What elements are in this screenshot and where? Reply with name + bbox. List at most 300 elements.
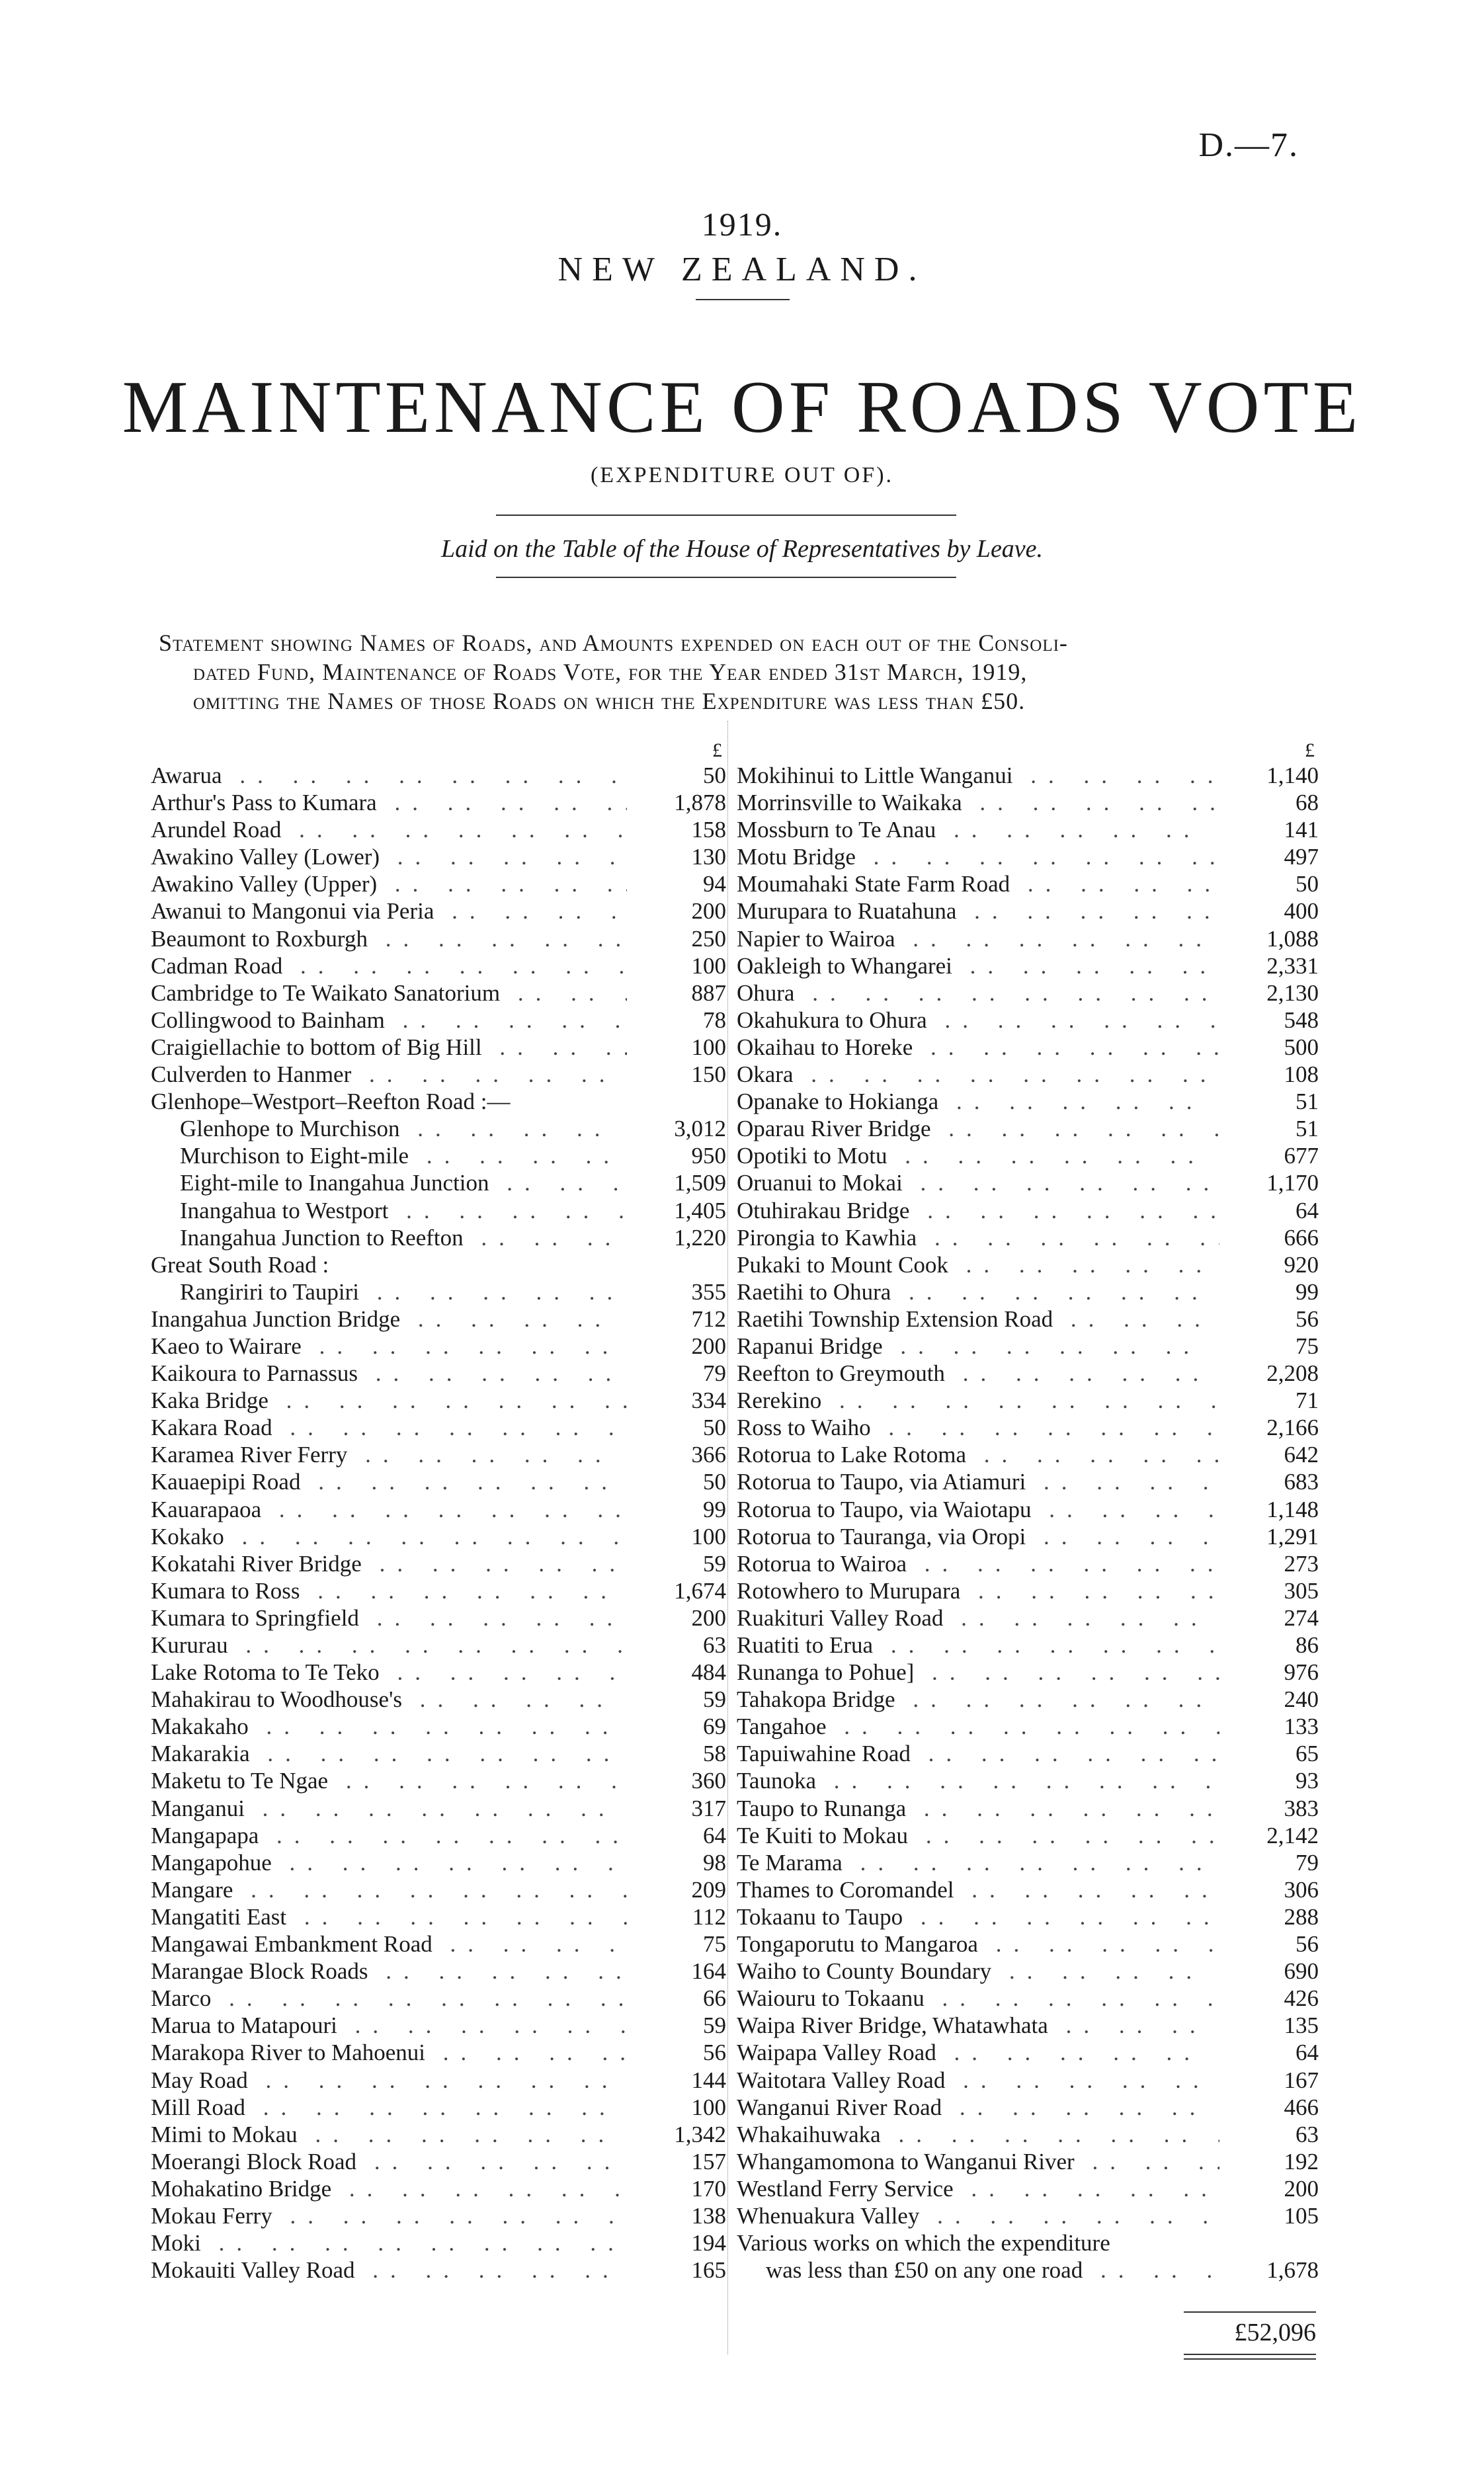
road-name: Various works on which the expenditure bbox=[737, 2230, 1110, 2256]
amount: 466 bbox=[1284, 2094, 1319, 2120]
road-name: Karamea River Ferry .. .. bbox=[151, 1441, 627, 1468]
road-name: Ruakituri Valley Road .. .. bbox=[737, 1604, 1219, 1632]
document-country: NEW ZEALAND. bbox=[557, 251, 927, 288]
road-name: Rotorua to Wairoa .. .. bbox=[737, 1550, 1219, 1577]
table-row bbox=[151, 762, 726, 789]
road-name: Inangahua Junction to Reefton .. .. bbox=[151, 1224, 627, 1251]
table-row bbox=[151, 1142, 726, 1169]
amount: 56 bbox=[1296, 1931, 1319, 1958]
road-name: Mangatiti East .. .. bbox=[151, 1903, 627, 1930]
statement-line: dated Fund, Maintenance of Roads Vote, for the Year ended 31st March, 1919, bbox=[193, 659, 1028, 685]
table-row bbox=[151, 1930, 726, 1958]
table-row bbox=[151, 1169, 726, 1196]
amount: 141 bbox=[1284, 817, 1319, 843]
table-row bbox=[151, 2202, 726, 2229]
road-name: was less than £50 on any one road .. .. bbox=[737, 2256, 1219, 2284]
table-row bbox=[737, 1740, 1319, 1767]
table-row bbox=[737, 762, 1319, 789]
road-name: Whakaihuwaka .. .. bbox=[737, 2121, 1219, 2148]
road-name: Te Marama .. .. bbox=[737, 1849, 1219, 1876]
road-name: Kaeo to Wairare .. .. bbox=[151, 1333, 627, 1360]
road-name: Okahukura to Ohura .. .. bbox=[737, 1007, 1219, 1034]
table-row bbox=[737, 1360, 1319, 1387]
amount: 112 bbox=[692, 1903, 726, 1930]
road-name: Runanga to Pohue] .. .. bbox=[737, 1659, 1219, 1686]
road-name: Maketu to Te Ngae .. .. bbox=[151, 1767, 627, 1794]
amount: 164 bbox=[691, 1958, 726, 1985]
road-name: Moerangi Block Road .. .. bbox=[151, 2148, 627, 2175]
road-name: Manganui .. .. bbox=[151, 1795, 627, 1822]
road-name: Mimi to Mokau .. .. bbox=[151, 2121, 627, 2148]
road-name: Inangahua to Westport .. .. bbox=[151, 1197, 627, 1224]
road-name: Oakleigh to Whangarei .. .. bbox=[737, 952, 1219, 979]
amount: 50 bbox=[703, 1469, 726, 1495]
road-name: Marakopa River to Mahoenui .. .. bbox=[151, 2039, 627, 2066]
road-name: Oparau River Bridge .. .. bbox=[737, 1115, 1219, 1142]
table-row bbox=[737, 2202, 1319, 2229]
table-row bbox=[737, 1496, 1319, 1523]
road-name: Motu Bridge .. .. bbox=[737, 843, 1219, 870]
table-row bbox=[737, 1849, 1319, 1876]
road-name: Marua to Matapouri .. .. bbox=[151, 2012, 627, 2039]
table-row bbox=[737, 1468, 1319, 1495]
document-title: MAINTENANCE OF ROADS VOTE bbox=[122, 366, 1362, 448]
total-block bbox=[1184, 2311, 1316, 2360]
table-row bbox=[737, 1686, 1319, 1713]
table-row bbox=[151, 1686, 726, 1713]
table-row bbox=[737, 1088, 1319, 1115]
road-name: Reefton to Greymouth .. .. bbox=[737, 1360, 1219, 1387]
amount: 1,140 bbox=[1266, 763, 1319, 788]
table-row bbox=[737, 2094, 1319, 2121]
grand-total: £52,096 bbox=[1234, 2319, 1316, 2346]
table-row bbox=[737, 1278, 1319, 1305]
road-name: Kumara to Ross .. .. bbox=[151, 1577, 627, 1604]
road-name: Rerekino .. .. bbox=[737, 1387, 1219, 1414]
table-row bbox=[737, 1034, 1319, 1061]
road-name: Lake Rotoma to Te Teko .. .. bbox=[151, 1659, 627, 1686]
table-row bbox=[737, 1550, 1319, 1577]
amount: 334 bbox=[691, 1387, 726, 1414]
road-name: Thames to Coromandel .. .. bbox=[737, 1876, 1219, 1903]
table-row bbox=[737, 789, 1319, 816]
amount: 400 bbox=[1284, 898, 1319, 925]
table-row bbox=[151, 1659, 726, 1686]
amount: 484 bbox=[691, 1659, 726, 1686]
road-name: Ohura .. .. bbox=[737, 979, 1219, 1007]
amount: 194 bbox=[691, 2230, 726, 2256]
amount: 1,220 bbox=[674, 1224, 726, 1251]
road-name: Otuhirakau Bridge .. .. bbox=[737, 1197, 1219, 1224]
road-name: Tokaanu to Taupo .. .. bbox=[737, 1903, 1219, 1930]
table-row bbox=[151, 1088, 726, 1115]
road-name: Ruatiti to Erua .. .. bbox=[737, 1632, 1219, 1659]
amount: 2,130 bbox=[1266, 979, 1319, 1006]
amount: 1,291 bbox=[1266, 1523, 1319, 1550]
amount: 200 bbox=[691, 1333, 726, 1359]
table-row bbox=[151, 1550, 726, 1577]
amount: 383 bbox=[1284, 1795, 1319, 1821]
road-name: Opanake to Hokianga .. .. bbox=[737, 1088, 1219, 1115]
amount: 170 bbox=[691, 2175, 726, 2202]
road-name: Westland Ferry Service .. .. bbox=[737, 2175, 1219, 2202]
amount: 548 bbox=[1284, 1007, 1319, 1033]
table-row bbox=[737, 1197, 1319, 1224]
amount: 1,509 bbox=[674, 1170, 726, 1196]
road-name: Rangiriri to Taupiri .. .. bbox=[151, 1278, 627, 1305]
amount: 887 bbox=[691, 979, 726, 1006]
road-name: Beaumont to Roxburgh .. .. bbox=[151, 925, 627, 952]
road-name: Kokatahi River Bridge .. .. bbox=[151, 1550, 627, 1577]
amount: 100 bbox=[691, 952, 726, 979]
amount: 157 bbox=[691, 2148, 726, 2174]
road-name: Okara .. .. bbox=[737, 1061, 1219, 1088]
table-row bbox=[151, 1903, 726, 1930]
road-name: Mokihinui to Little Wanganui .. .. bbox=[737, 762, 1219, 789]
table-row bbox=[737, 843, 1319, 870]
table-row bbox=[737, 1224, 1319, 1251]
table-row bbox=[737, 1169, 1319, 1196]
amount: 99 bbox=[703, 1496, 726, 1522]
table-row bbox=[737, 1115, 1319, 1142]
amount: 158 bbox=[691, 817, 726, 843]
amount: 58 bbox=[703, 1741, 726, 1767]
table-row bbox=[151, 870, 726, 897]
table-row bbox=[151, 1224, 726, 1251]
table-row bbox=[737, 925, 1319, 952]
amount: 63 bbox=[703, 1632, 726, 1658]
amount: 1,678 bbox=[1266, 2257, 1319, 2284]
amount: 683 bbox=[1284, 1469, 1319, 1495]
road-name: Arundel Road .. .. bbox=[151, 816, 627, 843]
divider bbox=[496, 577, 956, 578]
amount: 2,142 bbox=[1266, 1822, 1319, 1848]
road-name: Waitotara Valley Road .. .. bbox=[737, 2067, 1219, 2094]
table-row bbox=[737, 1903, 1319, 1930]
road-name: Moumahaki State Farm Road .. .. bbox=[737, 870, 1219, 897]
amount: 50 bbox=[703, 763, 726, 788]
amount: 50 bbox=[1296, 871, 1319, 897]
statement-line: Statement showing Names of Roads, and Amounts expended on each out of the Consoli- bbox=[159, 630, 1068, 656]
road-name: Culverden to Hanmer .. .. bbox=[151, 1061, 627, 1088]
table-row bbox=[151, 1251, 726, 1278]
table-row bbox=[151, 1795, 726, 1822]
table-row bbox=[151, 1278, 726, 1305]
amount: 130 bbox=[691, 844, 726, 870]
road-name: Waipapa Valley Road .. .. bbox=[737, 2039, 1219, 2066]
amount: 1,674 bbox=[674, 1577, 726, 1604]
road-name: Craigiellachie to bottom of Big Hill .. .. bbox=[151, 1034, 627, 1061]
road-name: Kokako .. .. bbox=[151, 1523, 627, 1550]
right-rows bbox=[737, 762, 1319, 2284]
table-row bbox=[737, 2039, 1319, 2066]
amount: 64 bbox=[703, 1822, 726, 1848]
road-name: Napier to Wairoa .. .. bbox=[737, 925, 1219, 952]
amount: 690 bbox=[1284, 1958, 1319, 1985]
road-name: Inangahua Junction Bridge .. .. bbox=[151, 1305, 627, 1333]
amount: 209 bbox=[691, 1876, 726, 1903]
roads-table-left bbox=[151, 739, 726, 2284]
amount: 360 bbox=[691, 1768, 726, 1794]
currency-header: £ bbox=[1305, 739, 1315, 761]
table-row bbox=[151, 1333, 726, 1360]
road-name: Rotorua to Lake Rotoma .. .. bbox=[737, 1441, 1219, 1468]
amount: 200 bbox=[691, 1604, 726, 1631]
road-name: Kauarapaoa .. .. bbox=[151, 1496, 627, 1523]
road-name: Mahakirau to Woodhouse's .. .. bbox=[151, 1686, 627, 1713]
table-row bbox=[151, 1876, 726, 1903]
table-row bbox=[737, 1659, 1319, 1686]
amount: 2,331 bbox=[1266, 952, 1319, 979]
table-row bbox=[737, 1414, 1319, 1441]
road-name: Awakino Valley (Lower) .. .. bbox=[151, 843, 627, 870]
amount: 100 bbox=[691, 1523, 726, 1550]
road-name: Morrinsville to Waikaka .. .. bbox=[737, 789, 1219, 816]
table-row bbox=[151, 1061, 726, 1088]
table-row bbox=[737, 1577, 1319, 1604]
amount: 920 bbox=[1284, 1251, 1319, 1278]
table-row bbox=[151, 1523, 726, 1550]
amount: 138 bbox=[691, 2202, 726, 2229]
table-row bbox=[151, 2148, 726, 2175]
table-row bbox=[737, 1713, 1319, 1740]
road-name: Murchison to Eight-mile .. .. bbox=[151, 1142, 627, 1169]
amount: 1,342 bbox=[674, 2121, 726, 2147]
table-row bbox=[737, 1305, 1319, 1333]
table-row bbox=[151, 2229, 726, 2256]
road-name: Mill Road .. .. bbox=[151, 2094, 627, 2121]
table-row bbox=[737, 2012, 1319, 2039]
left-rows bbox=[151, 762, 726, 2284]
table-row bbox=[151, 1767, 726, 1794]
amount: 3,012 bbox=[674, 1116, 726, 1142]
roads-table-right bbox=[737, 739, 1319, 2284]
road-name: Whenuakura Valley .. .. bbox=[737, 2202, 1219, 2229]
table-row bbox=[151, 1360, 726, 1387]
amount: 69 bbox=[703, 1714, 726, 1740]
amount: 100 bbox=[691, 1034, 726, 1060]
table-row bbox=[151, 1604, 726, 1632]
amount: 2,166 bbox=[1266, 1415, 1319, 1441]
amount: 64 bbox=[1296, 1197, 1319, 1223]
road-name: Makarakia .. .. bbox=[151, 1740, 627, 1767]
table-row bbox=[151, 1577, 726, 1604]
table-row bbox=[737, 1523, 1319, 1550]
road-name: Te Kuiti to Mokau .. .. bbox=[737, 1822, 1219, 1849]
road-name: Taunoka .. .. bbox=[737, 1767, 1219, 1794]
table-row bbox=[151, 1713, 726, 1740]
table-row bbox=[737, 1251, 1319, 1278]
amount: 642 bbox=[1284, 1442, 1319, 1468]
road-name: Tongaporutu to Mangaroa .. .. bbox=[737, 1930, 1219, 1958]
table-row bbox=[737, 1876, 1319, 1903]
amount: 273 bbox=[1284, 1550, 1319, 1577]
road-name: Rotorua to Tauranga, via Oropi .. .. bbox=[737, 1523, 1219, 1550]
amount: 1,878 bbox=[674, 790, 726, 816]
table-row bbox=[737, 816, 1319, 843]
table-row bbox=[151, 2067, 726, 2094]
road-name: Mangawai Embankment Road .. .. bbox=[151, 1930, 627, 1958]
amount: 976 bbox=[1284, 1659, 1319, 1686]
table-row bbox=[737, 2229, 1319, 2256]
road-name: Waipa River Bridge, Whatawhata .. .. bbox=[737, 2012, 1219, 2039]
amount: 78 bbox=[703, 1007, 726, 1033]
amount: 497 bbox=[1284, 844, 1319, 870]
table-row bbox=[737, 1007, 1319, 1034]
amount: 71 bbox=[1296, 1387, 1319, 1414]
amount: 59 bbox=[703, 2012, 726, 2039]
table-row bbox=[151, 1822, 726, 1849]
table-row bbox=[737, 1632, 1319, 1659]
statement-line: omitting the Names of those Roads on which the Expenditure was less than £50. bbox=[193, 688, 1026, 714]
table-row bbox=[151, 1007, 726, 1034]
table-row bbox=[151, 1740, 726, 1767]
amount: 288 bbox=[1284, 1903, 1319, 1930]
road-name: Mokau Ferry .. .. bbox=[151, 2202, 627, 2229]
table-row bbox=[151, 789, 726, 816]
table-row bbox=[737, 2121, 1319, 2148]
table-row bbox=[151, 1414, 726, 1441]
road-name: Mossburn to Te Anau .. .. bbox=[737, 816, 1219, 843]
table-row bbox=[737, 952, 1319, 979]
divider bbox=[1184, 2311, 1316, 2313]
amount: 677 bbox=[1284, 1143, 1319, 1169]
road-name: Cadman Road .. .. bbox=[151, 952, 627, 979]
amount: 63 bbox=[1296, 2121, 1319, 2147]
road-name: Mokauiti Valley Road .. .. bbox=[151, 2256, 627, 2284]
divider bbox=[1184, 2354, 1316, 2355]
table-row bbox=[151, 1115, 726, 1142]
table-row bbox=[737, 2148, 1319, 2175]
road-name: Wanganui River Road .. .. bbox=[737, 2094, 1219, 2121]
table-row bbox=[151, 1958, 726, 1985]
amount: 1,088 bbox=[1266, 925, 1319, 952]
amount: 66 bbox=[703, 1985, 726, 2012]
road-name: Glenhope to Murchison .. .. bbox=[151, 1115, 627, 1142]
amount: 306 bbox=[1284, 1876, 1319, 1903]
amount: 355 bbox=[691, 1278, 726, 1305]
amount: 98 bbox=[703, 1849, 726, 1876]
table-row bbox=[151, 925, 726, 952]
amount: 75 bbox=[703, 1931, 726, 1958]
road-name: Opotiki to Motu .. .. bbox=[737, 1142, 1219, 1169]
amount: 64 bbox=[1296, 2040, 1319, 2066]
table-row bbox=[737, 870, 1319, 897]
table-row bbox=[737, 1142, 1319, 1169]
divider bbox=[1184, 2358, 1316, 2360]
table-row bbox=[151, 979, 726, 1007]
amount: 1,148 bbox=[1266, 1496, 1319, 1522]
document-subtitle: (EXPENDITURE OUT OF). bbox=[590, 463, 894, 487]
divider bbox=[496, 515, 956, 516]
amount: 1,405 bbox=[674, 1197, 726, 1223]
road-name: Awanui to Mangonui via Peria .. .. bbox=[151, 897, 627, 925]
amount: 274 bbox=[1284, 1604, 1319, 1631]
document-year: 1919. bbox=[701, 206, 783, 243]
amount: 59 bbox=[703, 1686, 726, 1713]
road-name: Kumara to Springfield .. .. bbox=[151, 1604, 627, 1632]
amount: 500 bbox=[1284, 1034, 1319, 1060]
amount: 59 bbox=[703, 1550, 726, 1577]
table-row bbox=[151, 1305, 726, 1333]
amount: 99 bbox=[1296, 1278, 1319, 1305]
amount: 305 bbox=[1284, 1577, 1319, 1604]
amount: 56 bbox=[703, 2040, 726, 2066]
table-row bbox=[151, 1496, 726, 1523]
table-row bbox=[151, 2121, 726, 2148]
road-name: Oruanui to Mokai .. .. bbox=[737, 1169, 1219, 1196]
amount: 426 bbox=[1284, 1985, 1319, 2012]
table-row bbox=[151, 2094, 726, 2121]
table-row bbox=[737, 897, 1319, 925]
amount: 950 bbox=[691, 1143, 726, 1169]
amount: 200 bbox=[1284, 2175, 1319, 2202]
table-row bbox=[737, 1985, 1319, 2012]
table-row bbox=[151, 2175, 726, 2202]
table-row bbox=[151, 1468, 726, 1495]
table-row bbox=[151, 2039, 726, 2066]
amount: 65 bbox=[1296, 1741, 1319, 1767]
amount: 79 bbox=[1296, 1849, 1319, 1876]
table-row bbox=[737, 1958, 1319, 1985]
document-reference: D.—7. bbox=[1198, 126, 1299, 164]
road-name: Awarua .. .. bbox=[151, 762, 627, 789]
road-name: Rotorua to Taupo, via Waiotapu .. .. bbox=[737, 1496, 1219, 1523]
road-name: Makakaho .. .. bbox=[151, 1713, 627, 1740]
amount: 200 bbox=[691, 898, 726, 925]
road-name: Ross to Waiho .. .. bbox=[737, 1414, 1219, 1441]
amount: 56 bbox=[1296, 1305, 1319, 1332]
currency-header: £ bbox=[712, 739, 722, 761]
table-row bbox=[737, 1795, 1319, 1822]
road-name: Arthur's Pass to Kumara .. .. bbox=[151, 789, 627, 816]
table-row bbox=[737, 2175, 1319, 2202]
road-name: Cambridge to Te Waikato Sanatorium .. .. bbox=[151, 979, 627, 1007]
amount: 51 bbox=[1296, 1089, 1319, 1115]
table-row bbox=[737, 1604, 1319, 1632]
statement-heading bbox=[159, 628, 1323, 716]
amount: 1,170 bbox=[1266, 1170, 1319, 1196]
amount: 68 bbox=[1296, 790, 1319, 816]
amount: 712 bbox=[691, 1305, 726, 1332]
road-name: May Road .. .. bbox=[151, 2067, 627, 2094]
road-name: Marangae Block Roads .. .. bbox=[151, 1958, 627, 1985]
road-name: Mangapapa .. .. bbox=[151, 1822, 627, 1849]
amount: 240 bbox=[1284, 1686, 1319, 1713]
column-separator bbox=[727, 721, 728, 2354]
amount: 150 bbox=[691, 1061, 726, 1088]
amount: 317 bbox=[691, 1795, 726, 1821]
table-row bbox=[151, 843, 726, 870]
road-name: Pukaki to Mount Cook .. .. bbox=[737, 1251, 1219, 1278]
road-name: Mangapohue .. .. bbox=[151, 1849, 627, 1876]
amount: 192 bbox=[1284, 2148, 1319, 2174]
road-name: Tapuiwahine Road .. .. bbox=[737, 1740, 1219, 1767]
road-name: Rapanui Bridge .. .. bbox=[737, 1333, 1219, 1360]
road-name: Rotowhero to Murupara .. .. bbox=[737, 1577, 1219, 1604]
table-row bbox=[151, 816, 726, 843]
amount: 144 bbox=[691, 2067, 726, 2093]
table-row bbox=[737, 1441, 1319, 1468]
amount: 105 bbox=[1284, 2202, 1319, 2229]
laid-on-table-note: Laid on the Table of the House of Representatives by Leave. bbox=[440, 535, 1044, 563]
amount: 2,208 bbox=[1266, 1360, 1319, 1387]
amount: 50 bbox=[703, 1415, 726, 1441]
table-row bbox=[737, 1822, 1319, 1849]
amount: 135 bbox=[1284, 2012, 1319, 2039]
table-row bbox=[151, 2256, 726, 2284]
table-row bbox=[151, 1387, 726, 1414]
